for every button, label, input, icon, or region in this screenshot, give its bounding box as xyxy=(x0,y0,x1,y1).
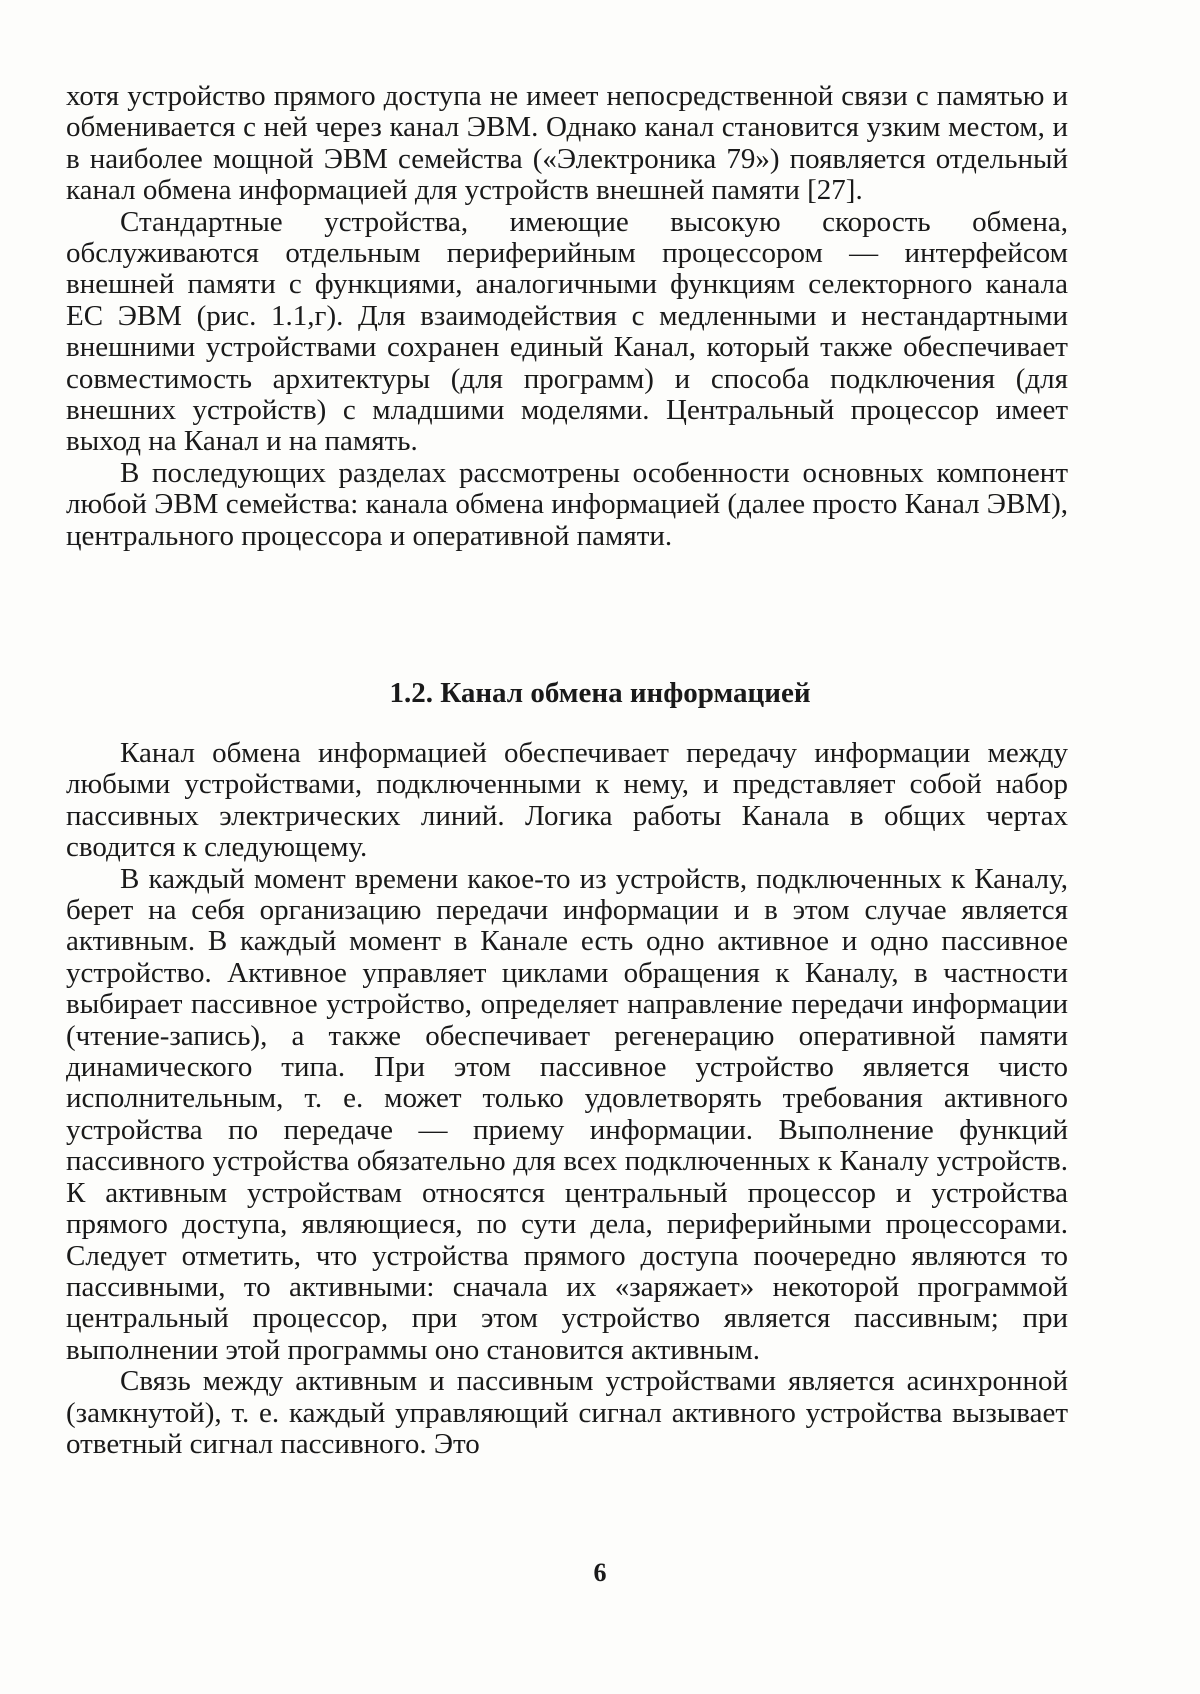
text-block-channel xyxy=(66,738,1068,1460)
paragraph-standard-devices: Стандартные устройства, имеющие высокую скорость обмена, обслуживаются отдельным периферийным процессором — интерфейсом внешней памяти с функциями, аналогичными функциям селекторного канала ЕС ЭВМ (рис. 1.1,г). Для взаимодействия с медленными и нестандартными внешними устройствами сохранен единый Канал, который также обеспечивает совместимость архитектуры (для программ) и способа подключения (для внешних устройств) с младшими моделями. Центральный процессор имеет выход на Канал и на память. xyxy=(66,205,1068,458)
section-heading: 1.2. Канал обмена информацией xyxy=(389,677,811,709)
paragraph-async-link: Связь между активным и пассивным устройствами является асинхронной (замкнутой), т. е. каждый управляющий сигнал активного устройства вызывает ответный сигнал пассивного. Это xyxy=(66,1365,1068,1460)
paragraph-continuation: хотя устройство прямого доступа не имеет непосредственной связи с памятью и обменивается с ней через канал ЭВМ. Однако канал становится узким местом, и в наиболее мощной ЭВМ семейства («Электроника 79») появляется отдельный канал обмена информацией для устройств внешней памяти [27]. xyxy=(66,80,1068,207)
paragraph-channel-intro: Канал обмена информацией обеспечивает передачу информации между любыми устройствами, подключенными к нему, и представляет собой набор пассивных электрических линий. Логика работы Канала в общих чертах сводится к следующему. xyxy=(66,737,1068,864)
paragraph-active-passive: В каждый момент времени какое-то из устройств, подключенных к Каналу, берет на себя организацию передачи информации и в этом случае является активным. В каждый момент в Канале есть одно активное и одно пассивное устройство. Активное управляет циклами обращения к Каналу, в частности выбирает пассивное устройство, определяет направление передачи информации (чтение-запись), а также обеспечивает регенерацию оперативной памяти динамического типа. При этом пассивное устройство является чисто исполнительным, т. е. может только удовлетворять требования активного устройства по передаче — приему информации. Выполнение функций пассивного устройства обязательно для всех подключенных к Каналу устройств. К активным устройствам относятся центральный процессор и устройства прямого доступа, являющиеся, по сути дела, периферийными процессорами. Следует отметить, что устройства прямого доступа поочередно являются то пассивными, то активными: сначала их «заряжает» некоторой программой центральный процессор, при этом устройство является пассивным; при выполнении этой программы оно становится активным. xyxy=(66,862,1068,1366)
page-number: 6 xyxy=(593,1558,607,1587)
text-block-intro xyxy=(66,81,1068,552)
paragraph-following-sections: В последующих разделах рассмотрены особенности основных компонент любой ЭВМ семейства: канала обмена информацией (далее просто Канал ЭВМ), центрального процессора и оперативной памяти. xyxy=(66,456,1068,552)
